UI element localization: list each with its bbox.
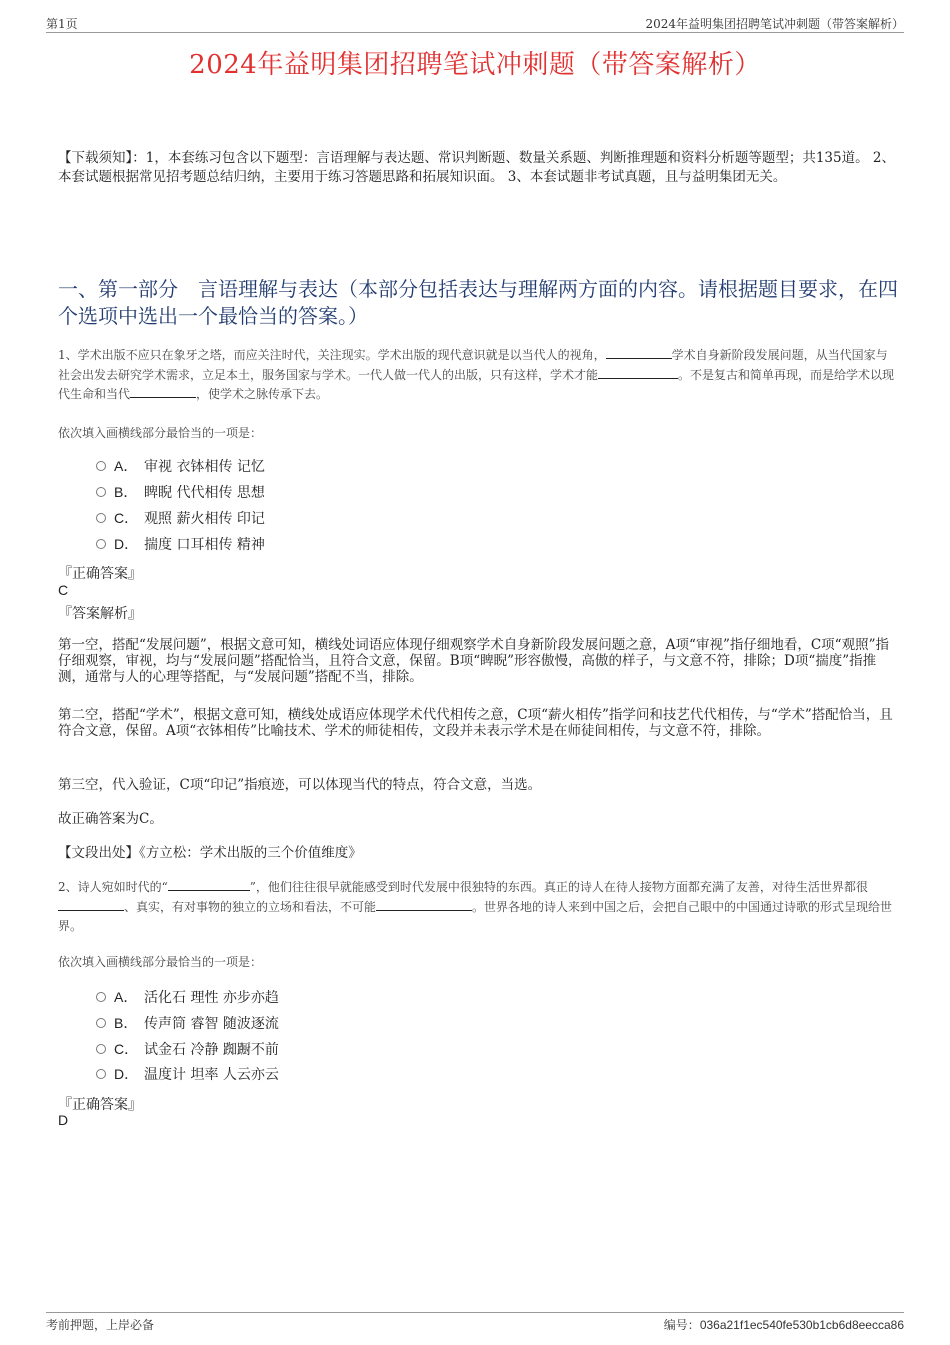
q2-stem-part-d: 。世界各地的诗人来到中国之后，会把自己眼中的中国通过诗歌的形式呈现给世界。: [58, 899, 893, 933]
radio-icon[interactable]: [96, 513, 106, 523]
q1-stem-part-d: ，使学术之脉传承下去。: [196, 387, 329, 401]
q1-answer-label: 『正确答案』: [58, 566, 142, 582]
q2-answer-label: 『正确答案』: [58, 1097, 142, 1113]
q1-option-c[interactable]: C． 观照 薪火相传 印记: [96, 508, 265, 528]
blank-line: [130, 385, 196, 398]
q2-stem-part-a: 2、诗人宛如时代的“: [58, 880, 168, 894]
blank-line: [376, 898, 472, 911]
q1-analysis-para-2: 第二空，搭配“学术”，根据文意可知，横线处成语应体现学术代代相传之意，C项“薪火相传”指学问和技艺代代相传，与“学术”搭配恰当，且符合文意，保留。A项“衣钵相传”比喻技术、学术的师徒相传，文段并未表示学术是在师徒间相传，与文意不符，排除。: [58, 707, 893, 739]
question-1-stem: [58, 346, 898, 405]
radio-icon[interactable]: [96, 992, 106, 1002]
radio-icon[interactable]: [96, 539, 106, 549]
question-2-stem: [58, 878, 898, 937]
q1-analysis-label: 『答案解析』: [58, 606, 142, 622]
radio-icon[interactable]: [96, 1018, 106, 1028]
q2-stem-part-b: ”，他们往往很早就能感受到时代发展中很独特的东西。真正的诗人在待人接物方面都充满了友善，对待生活世界都很: [249, 880, 868, 894]
question-1-prompt: 依次填入画横线部分最恰当的一项是：: [58, 426, 263, 440]
download-notice: 【下载须知】：1，本套练习包含以下题型：言语理解与表达题、常识判断题、数量关系题、判断推理题和资料分析题等题型；共135道。 2、本套试题根据常见招考题总结归纳，主要用于练习答题思路和拓展知识面。 3、本套试题非考试真题，且与益明集团无关。: [58, 150, 895, 185]
q1-analysis-para-1: 第一空，搭配“发展问题”，根据文意可知，横线处词语应体现仔细观察学术自身新阶段发展问题之意，A项“审视”指仔细地看，C项“观照”指仔细观察，审视，均与“发展问题”搭配恰当，且符合文意，保留。B项“睥睨”形容傲慢，高傲的样子，与文意不符，排除；D项“揣度”指推测，通常与人的心理等搭配，与“发展问题”搭配不当，排除。: [58, 637, 889, 685]
radio-icon[interactable]: [96, 1044, 106, 1054]
q1-option-a[interactable]: A． 审视 衣钵相传 记忆: [96, 456, 265, 476]
blank-line: [58, 898, 124, 911]
q1-stem-part-c: 。不是复古和简单再现，而是给学术以现代生命和当代: [58, 367, 895, 401]
radio-icon[interactable]: [96, 1069, 106, 1079]
page-header: [46, 12, 904, 33]
document-title: 2024年益明集团招聘笔试冲刺题（带答案解析）: [189, 50, 761, 80]
q1-analysis-para-4: 故正确答案为C。: [58, 811, 163, 827]
q1-option-b[interactable]: B． 睥睨 代代相传 思想: [96, 482, 265, 502]
q2-option-b[interactable]: B． 传声筒 睿智 随波逐流: [96, 1013, 279, 1033]
question-2-prompt: 依次填入画横线部分最恰当的一项是：: [58, 955, 263, 969]
q1-stem-part-a: 1、学术出版不应只在象牙之塔，而应关注时代，关注现实。学术出版的现代意识就是以当代人的视角，: [58, 348, 606, 362]
radio-icon[interactable]: [96, 487, 106, 497]
page-footer: [46, 1312, 904, 1333]
section-title: 一、第一部分 言语理解与表达（本部分包括表达与理解两方面的内容。请根据题目要求，在四个选项中选出一个最恰当的答案。）: [58, 277, 898, 328]
q1-analysis-para-3: 第三空，代入验证，C项“印记”指痕迹，可以体现当代的特点，符合文意，当选。: [58, 777, 542, 793]
q1-option-d[interactable]: D． 揣度 口耳相传 精神: [96, 534, 265, 554]
q1-answer: C: [58, 582, 69, 598]
q2-option-d[interactable]: D． 温度计 坦率 人云亦云: [96, 1064, 279, 1084]
radio-icon[interactable]: [96, 461, 106, 471]
footer-code: 编号：036a21f1ec540fe530b1cb6d8eecca86: [663, 1318, 904, 1332]
q1-source: 【文段出处】《方立松：学术出版的三个价值维度》: [58, 845, 362, 861]
footer-slogan: 考前押题，上岸必备: [46, 1318, 155, 1332]
q2-option-c[interactable]: C． 试金石 冷静 踟蹰不前: [96, 1039, 279, 1059]
blank-line: [168, 878, 250, 891]
q1-stem-part-b: 学术自身新阶段发展问题，从当代国家与社会出发去研究学术需求，立足本土，服务国家与学术。一代人做一代人的出版，只有这样，学术才能: [58, 348, 888, 382]
q2-answer: D: [58, 1112, 69, 1128]
header-doc-name: 2024年益明集团招聘笔试冲刺题（带答案解析）: [645, 17, 904, 31]
q2-option-a[interactable]: A． 活化石 理性 亦步亦趋: [96, 987, 279, 1007]
q2-stem-part-c: 、真实，有对事物的独立的立场和看法，不可能: [124, 899, 377, 914]
blank-line: [598, 366, 678, 379]
blank-line: [606, 346, 672, 359]
page-number: 第1页: [46, 17, 78, 31]
